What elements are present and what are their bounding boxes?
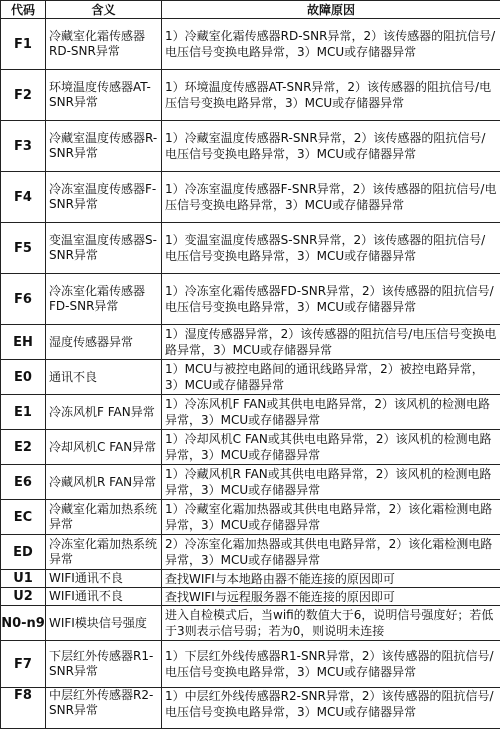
fault-code: F7 — [1, 641, 46, 688]
fault-code: ED — [1, 535, 46, 570]
fault-code: F1 — [1, 19, 46, 70]
table-row — [1, 688, 500, 729]
table-row — [1, 430, 500, 465]
table-header-row — [1, 1, 500, 19]
table-row — [1, 19, 500, 70]
fault-meaning: 通讯不良 — [46, 360, 162, 395]
fault-code: F8 — [1, 688, 46, 729]
fault-cause: 1）MCU与被控电路间的通讯线路异常，2）被控电路异常，3）MCU或存储器异常 — [162, 360, 500, 395]
table-row — [1, 395, 500, 430]
fault-cause: 1）冷冻室温度传感器F-SNR异常，2）该传感器的阻抗信号/电压信号变换电路异常，3）MCU或存储器异常 — [162, 172, 500, 223]
fault-meaning: WIFI通讯不良 — [46, 570, 162, 588]
fault-code: E6 — [1, 465, 46, 500]
fault-meaning: 冷冻室化霜加热系统异常 — [46, 535, 162, 570]
table-row — [1, 500, 500, 535]
fault-cause: 进入自检模式后，当wifi的数值大于6，说明信号强度好；若低于3则表示信号弱；若为0，则说明未连接 — [162, 606, 500, 641]
fault-cause: 1）冷却风机C FAN或其供电电路异常，2）该风机的检测电路异常，3）MCU或存储器异常 — [162, 430, 500, 465]
table-row — [1, 606, 500, 641]
fault-code: U2 — [1, 588, 46, 606]
table-row — [1, 465, 500, 500]
fault-cause: 1）湿度传感器异常，2）该传感器的阻抗信号/电压信号变换电路异常，3）MCU或存储器异常 — [162, 325, 500, 360]
header-meaning: 含义 — [46, 1, 162, 19]
fault-meaning: 环境温度传感器AT-SNR异常 — [46, 70, 162, 121]
table-row — [1, 588, 500, 606]
fault-cause: 1）环境温度传感器AT-SNR异常，2）该传感器的阻抗信号/电压信号变换电路异常，3）MCU或存储器异常 — [162, 70, 500, 121]
fault-cause: 1）冷藏风机R FAN或其供电电路异常，2）该风机的检测电路异常，3）MCU或存储器异常 — [162, 465, 500, 500]
table-row — [1, 70, 500, 121]
fault-cause: 1）变温室温度传感器S-SNR异常，2）该传感器的阻抗信号/电压信号变换电路异常，3）MCU或存储器异常 — [162, 223, 500, 274]
fault-code: F5 — [1, 223, 46, 274]
fault-meaning: 冷却风机C FAN异常 — [46, 430, 162, 465]
fault-cause: 1）中层红外线传感器R2-SNR异常，2）该传感器的阻抗信号/电压信号变换电路异常，3）MCU或存储器异常 — [162, 688, 500, 729]
fault-meaning: 变温室温度传感器S- SNR异常 — [46, 223, 162, 274]
table-row — [1, 360, 500, 395]
fault-meaning: 冷藏室化霜加热系统异常 — [46, 500, 162, 535]
fault-code: N0-n9 — [1, 606, 46, 641]
fault-cause: 1）冷藏室化霜加热器或其供电电路异常，2）该化霜检测电路异常，3）MCU或存储器异常 — [162, 500, 500, 535]
fault-code: EH — [1, 325, 46, 360]
fault-meaning: 冷藏风机R FAN异常 — [46, 465, 162, 500]
fault-code: F2 — [1, 70, 46, 121]
fault-meaning: 冷冻室温度传感器F-SNR异常 — [46, 172, 162, 223]
fault-cause: 1）冷冻室化霜传感器FD-SNR异常，2）该传感器的阻抗信号/电压信号变换电路异常，3）MCU或存储器异常 — [162, 274, 500, 325]
table-row — [1, 121, 500, 172]
fault-cause: 1）冷藏室温度传感器R-SNR异常，2）该传感器的阻抗信号/电压信号变换电路异常，3）MCU或存储器异常 — [162, 121, 500, 172]
table-row — [1, 325, 500, 360]
header-code: 代码 — [1, 1, 46, 19]
table-row — [1, 223, 500, 274]
table-row — [1, 274, 500, 325]
fault-meaning: 中层红外传感器R2-SNR异常 — [46, 688, 162, 729]
fault-meaning: 冷藏室温度传感器R-SNR异常 — [46, 121, 162, 172]
fault-code: U1 — [1, 570, 46, 588]
fault-code: F6 — [1, 274, 46, 325]
table-row — [1, 172, 500, 223]
fault-cause: 查找WIFI与远程服务器不能连接的原因即可 — [162, 588, 500, 606]
fault-meaning: 冷冻风机F FAN异常 — [46, 395, 162, 430]
fault-code: E1 — [1, 395, 46, 430]
fault-code: E2 — [1, 430, 46, 465]
fault-meaning: 湿度传感器异常 — [46, 325, 162, 360]
fault-meaning: 下层红外传感器R1-SNR异常 — [46, 641, 162, 688]
fault-cause: 1）冷藏室化霜传感器RD-SNR异常，2）该传感器的阻抗信号/电压信号变换电路异常，3）MCU或存储器异常 — [162, 19, 500, 70]
header-cause: 故障原因 — [162, 1, 500, 19]
fault-cause: 2）冷冻室化霜加热器或其供电电路异常，2）该化霜检测电路异常，3）MCU或存储器异常 — [162, 535, 500, 570]
fault-code: F4 — [1, 172, 46, 223]
fault-meaning: 冷冻室化霜传感器FD-SNR异常 — [46, 274, 162, 325]
table-row — [1, 535, 500, 570]
table-row — [1, 570, 500, 588]
table-row — [1, 641, 500, 688]
fault-cause: 1）下层红外线传感器R1-SNR异常，2）该传感器的阻抗信号/电压信号变换电路异常，3）MCU或存储器异常 — [162, 641, 500, 688]
fault-code: E0 — [1, 360, 46, 395]
fault-meaning: 冷藏室化霜传感器RD-SNR异常 — [46, 19, 162, 70]
fault-meaning: WIFI通讯不良 — [46, 588, 162, 606]
fault-code: EC — [1, 500, 46, 535]
fault-code: F3 — [1, 121, 46, 172]
fault-meaning: WIFI模块信号强度 — [46, 606, 162, 641]
fault-cause: 1）冷冻风机F FAN或其供电电路异常，2）该风机的检测电路异常，3）MCU或存储器异常 — [162, 395, 500, 430]
fault-cause: 查找WIFI与本地路由器不能连接的原因即可 — [162, 570, 500, 588]
